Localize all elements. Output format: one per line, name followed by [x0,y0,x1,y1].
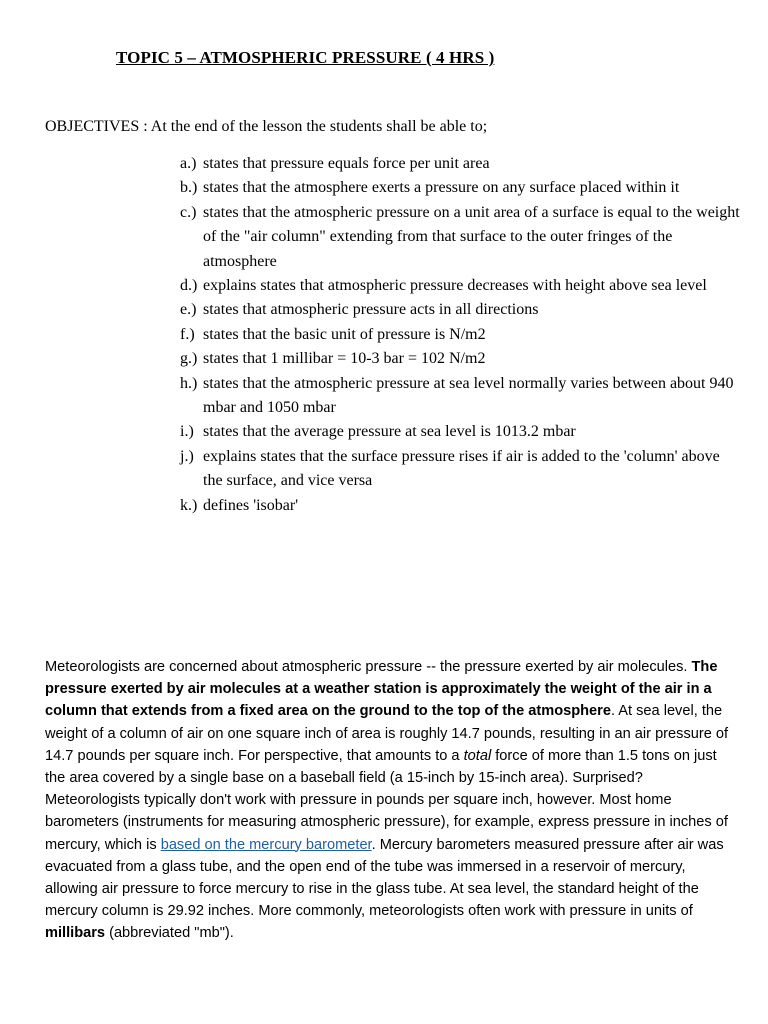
italic-word: total [463,747,492,764]
paragraph-barometers [45,789,735,944]
page-title: TOPIC 5 – ATMOSPHERIC PRESSURE ( 4 HRS ) [116,48,495,67]
paragraph-text: (abbreviated "mb"). [105,925,234,942]
objective-text: states that pressure equals force per unit area [203,155,490,172]
objectives-list [180,152,740,518]
objective-marker: j.) [180,447,194,465]
objective-item [180,274,740,298]
paragraph-text: Meteorologists are concerned about atmospheric pressure -- the pressure exerted by air molecules. [45,659,692,675]
objective-item [180,176,740,200]
mercury-barometer-link[interactable]: based on the mercury barometer [160,836,372,853]
paragraph-text: force of more than 1.5 tons on just the area covered by a single base on a baseball field (a 15-inch by 15-inch area). Surprised? [45,747,717,787]
objective-item [180,201,740,274]
objective-item [180,372,740,421]
objective-text: explains states that the surface pressure rises if air is added to the 'column' above the surface, and vice versa [203,447,720,490]
objective-text: states that 1 millibar = 10-3 bar = 102 N/m2 [203,350,486,368]
objective-text: states that atmospheric pressure acts in all directions [203,301,539,319]
objective-text: states that the atmosphere exerts a pressure on any surface placed within it [203,179,680,197]
objectives-intro: OBJECTIVES : At the end of the lesson the students shall be able to; [45,118,488,135]
objective-marker: c.) [180,203,197,221]
objective-text: states that the basic unit of pressure is N/m2 [203,325,486,343]
objective-marker: d.) [180,277,198,295]
bold-term: millibars [45,925,106,942]
article-body [45,656,735,945]
objective-marker: h.) [180,374,198,392]
objective-text: states that the atmospheric pressure on a unit area of a surface is equal to the weight of the "air column" extending from that surface to the outer fringes of the atmosphere [203,203,740,270]
objective-text: states that the average pressure at sea level is 1013.2 mbar [203,423,576,441]
paragraph-pressure-intro [45,656,735,789]
objective-item [180,445,740,494]
paragraph-text: Meteorologists typically don't work with pressure in pounds per square inch, however. Most home barometers (instruments for measuring atmospheric pressure), for example, express pressure in inches of mercury, which is [45,792,728,853]
bold-statement: The pressure exerted by air molecules at a weather station is approximately the weight of the air in a column that extends from a fixed area on the ground to the top of the atmosphere [45,659,718,720]
objective-item [180,494,740,518]
objective-text: defines 'isobar' [203,496,299,514]
objective-text: states that the atmospheric pressure at sea level normally varies between about 940 mbar and 1050 mbar [203,374,734,417]
paragraph-text: . Mercury barometers measured pressure after air was evacuated from a glass tube, and the open end of the tube was immersed in a reservoir of mercury, allowing air pressure to force mercury to rise in the glass tube. At sea level, the standard height of the mercury column is 29.92 inches. More commonly, meteorologists often work with pressure in units of [45,836,724,920]
objective-marker: f.) [180,325,195,343]
objective-marker: b.) [180,179,198,197]
objective-marker: e.) [180,301,197,319]
objective-marker: a.) [180,155,197,172]
objective-text: explains states that atmospheric pressure decreases with height above sea level [203,277,707,295]
objective-item [180,420,740,444]
objective-item [180,152,740,176]
paragraph-text: . At sea level, the weight of a column of air on one square inch of area is roughly 14.7 pounds, resulting in an air pressure of 14.7 pounds per square inch. For perspective, that amounts to a [45,703,729,764]
objective-item [180,298,740,322]
objective-item [180,323,740,347]
objective-item [180,347,740,371]
objective-marker: k.) [180,496,198,514]
objective-marker: i.) [180,423,194,441]
objective-marker: g.) [180,350,198,368]
